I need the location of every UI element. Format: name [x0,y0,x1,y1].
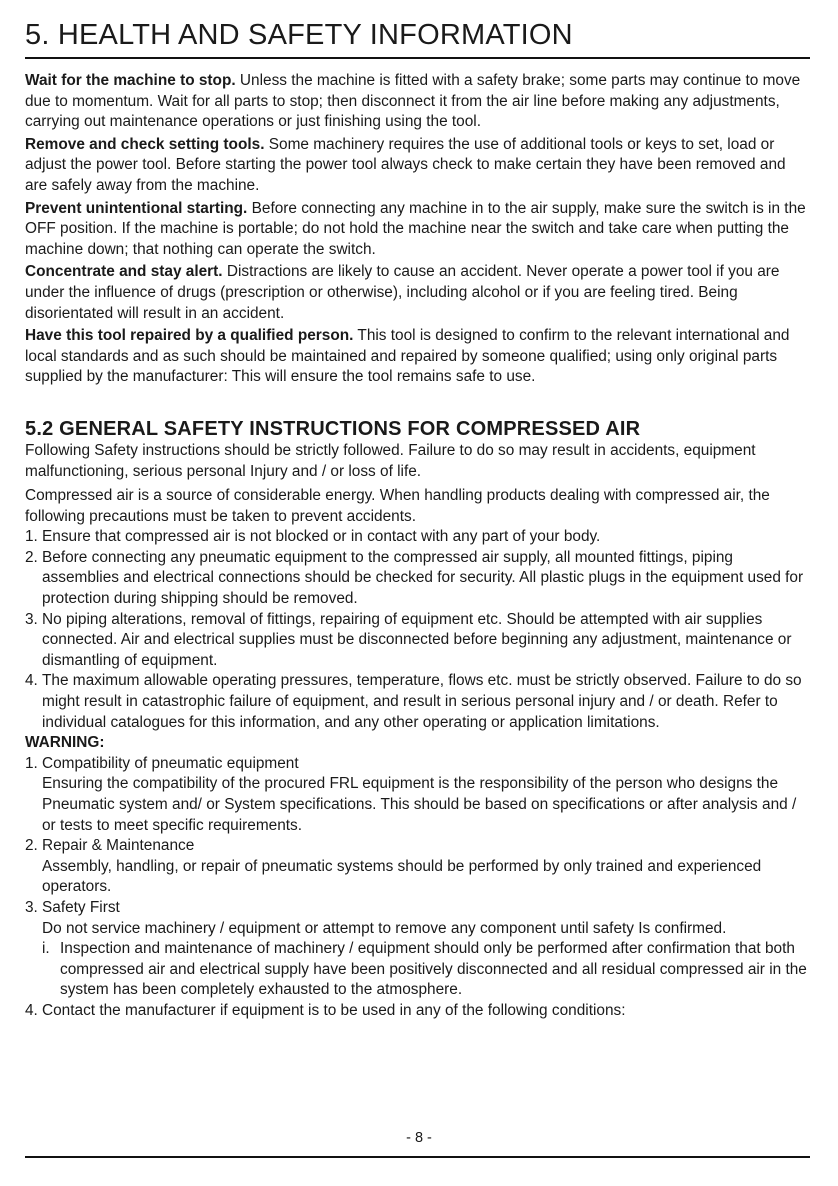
warning-text: Ensuring the compatibility of the procured FRL equipment is the responsibility of the person who designs the Pneumatic system and/ or System specifications. This should be based on specifications or after analysis and / or tests to meet specific requirements. [42,775,797,834]
instruction-list [25,527,810,733]
list-item: 3. Safety First Do not service machinery / equipment or attempt to remove any component until safety Is confirmed. i. Inspection and maintenance of machinery / equipment should only be performed after confirmation that both compressed air and electrical supply have been positively disconnected and all residual compressed air in the system has been completely exhausted to the atmosphere. [25,898,810,1001]
paragraph-repair: Have this tool repaired by a qualified person. This tool is designed to confirm to the relevant international and local standards and as such should be maintained and repaired by someone qualified; using only original parts supplied by the manufacturer: This will ensure the tool remains safe to use. [25,327,790,386]
warning-title: Contact the manufacturer if equipment is to be used in any of the following conditions: [42,1001,626,1019]
warning-title: Compatibility of pneumatic equipment [42,754,299,772]
warning-title: Safety First [42,898,120,916]
page-number: - 8 - [406,1130,432,1146]
paragraph-concentrate: Concentrate and stay alert. Distractions are likely to cause an accident. Never operate a power tool if you are under the influence of drugs (prescription or otherwise), including alcohol or if you are feeling tired. Being disorientated will result in an accident. [25,263,780,322]
list-item: 3. No piping alterations, removal of fittings, repairing of equipment etc. Should be attempted with air supplies connected. Air and electrical supplies must be disconnected before beginning any adjustment, maintenance or dismantling of equipment. [25,610,792,669]
intro-paragraph-1: Following Safety instructions should be strictly followed. Failure to do so may result in accidents, equipment malfunctioning, serious personal Injury and / or loss of life. [25,441,756,480]
list-item: 2. Before connecting any pneumatic equipment to the compressed air supply, all mounted fittings, piping assemblies and electrical connections should be checked for security. All plastic plugs in the equipment used for protection during shipping should be removed. [25,548,804,608]
title-rule [25,57,810,59]
section-heading: 5.2 GENERAL SAFETY INSTRUCTIONS FOR COMPRESSED AIR [25,417,641,440]
warning-label: WARNING: [25,734,105,752]
list-item: 4. The maximum allowable operating pressures, temperature, flows etc. must be strictly observed. Failure to do so might result in catastrophic failure of equipment, and result in serious personal injury and / or death. Refer to individual catalogues for this information, and any other operating or application limitations. [25,672,802,731]
footer-rule [25,1156,810,1158]
paragraph-wait: Wait for the machine to stop. Unless the machine is fitted with a safety brake; some parts may continue to move due to momentum. Wait for all parts to stop; then disconnect it from the air line before making any adjustments, carrying out maintenance operations or just finishing using the tool. [25,72,801,131]
list-item: 1. Ensure that compressed air is not blocked or in contact with any part of your body. [25,528,601,546]
list-item: 2. Repair & Maintenance Assembly, handling, or repair of pneumatic systems should be performed by only trained and experienced operators. [25,836,810,898]
intro-paragraph-2: Compressed air is a source of considerable energy. When handling products dealing with compressed air, the following precautions must be taken to prevent accidents. [25,487,770,525]
warning-list [25,754,810,1022]
list-item: 1. Compatibility of pneumatic equipment Ensuring the compatibility of the procured FRL equipment is the responsibility of the person who designs the Pneumatic system and/ or System specifications. This should be based on specifications or after analysis and / or tests to meet specific requirements. [25,754,810,836]
page-title: 5. HEALTH AND SAFETY INFORMATION [25,19,573,51]
warning-text: Do not service machinery / equipment or attempt to remove any component until safety Is confirmed. [42,919,727,937]
sub-list-item: i. Inspection and maintenance of machinery / equipment should only be performed after confirmation that both compressed air and electrical supply have been positively disconnected and all residual compressed air in the system has been completely exhausted to the atmosphere. [42,940,807,999]
paragraph-remove: Remove and check setting tools. Some machinery requires the use of additional tools or keys to set, load or adjust the power tool. Before starting the power tool always check to make certain they have been removed and are safely away from the machine. [25,135,786,194]
paragraph-prevent: Prevent unintentional starting. Before connecting any machine in to the air supply, make sure the switch is in the OFF position. If the machine is portable; do not hold the machine near the switch and take care when putting the machine down; that nothing can operate the switch. [25,199,806,258]
list-item: 4. Contact the manufacturer if equipment is to be used in any of the following conditions: [25,1001,810,1022]
document-page [25,0,810,1022]
health-safety-section [25,71,810,388]
warning-text: Assembly, handling, or repair of pneumatic systems should be performed by only trained and experienced operators. [42,857,762,896]
warning-title: Repair & Maintenance [42,837,195,855]
